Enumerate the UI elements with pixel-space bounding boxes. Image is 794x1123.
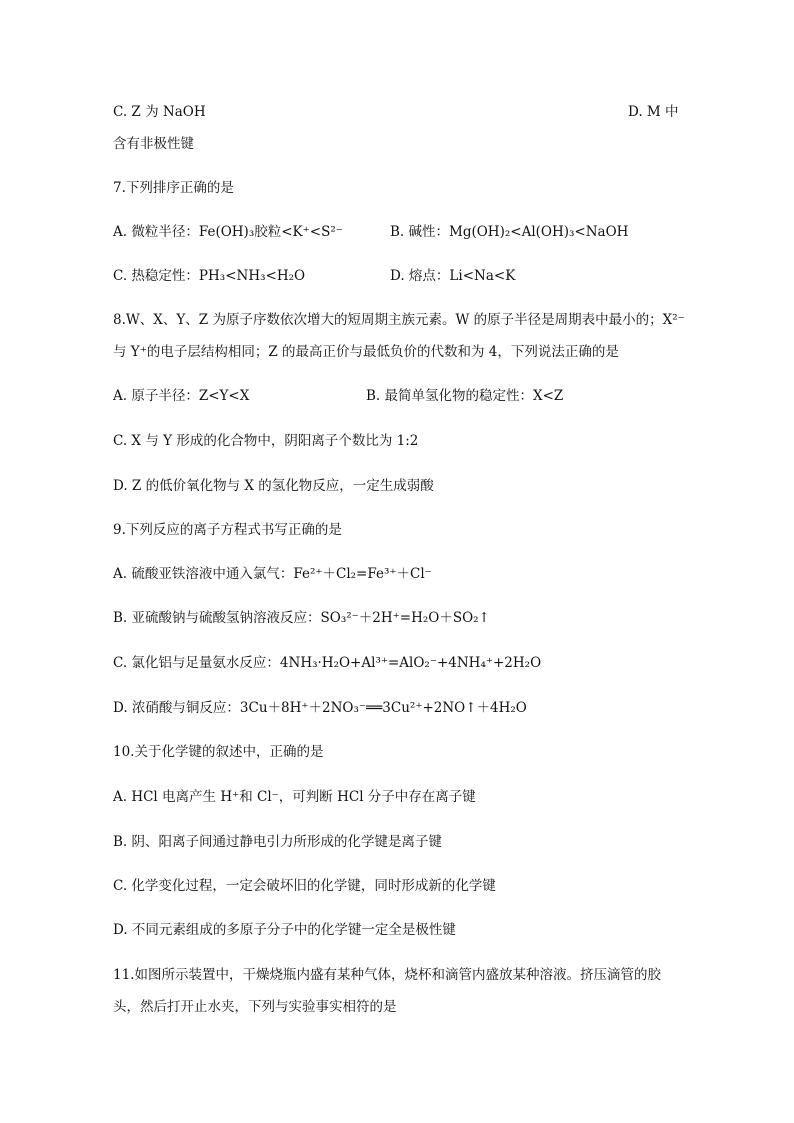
q11-stem-line2: 头，然后打开止水夹，下列与实验事实相符的是 xyxy=(113,999,397,1015)
q8-option-c: C. X 与 Y 形成的化合物中，阴阳离子个数比为 1:2 xyxy=(113,433,419,449)
q6-option-c: C. Z 为 NaOH xyxy=(113,104,206,120)
q10-option-a: A. HCl 电离产生 H⁺和 Cl⁻，可判断 HCl 分子中存在离子键 xyxy=(113,789,476,805)
q11-stem-line1: 11.如图所示装置中，干燥烧瓶内盛有某种气体，烧杯和滴管内盛放某种溶液。挤压滴管的胶 xyxy=(113,967,661,983)
q7-stem: 7.下列排序正确的是 xyxy=(113,180,234,196)
q9-option-b: B. 亚硫酸钠与硫酸氢钠溶液反应：SO₃²⁻＋2H⁺=H₂O＋SO₂↑ xyxy=(113,610,490,626)
q9-option-c: C. 氯化铝与足量氨水反应：4NH₃·H₂O+Al³⁺=AlO₂⁻+4NH₄⁺+2H₂O xyxy=(113,655,542,671)
q8-option-d: D. Z 的低价氧化物与 X 的氢化物反应，一定生成弱酸 xyxy=(113,478,434,494)
q10-option-b: B. 阴、阳离子间通过静电引力所形成的化学键是离子键 xyxy=(113,834,443,850)
q8-option-a: A. 原子半径：Z<Y<X xyxy=(113,388,250,404)
q9-option-d: D. 浓硝酸与铜反应：3Cu＋8H⁺＋2NO₃⁻══3Cu²⁺+2NO↑＋4H₂O xyxy=(113,700,527,716)
q9-stem: 9.下列反应的离子方程式书写正确的是 xyxy=(113,522,342,538)
q7-option-d: D. 熔点：Li<Na<K xyxy=(390,268,516,284)
q6-option-d: D. M 中 xyxy=(628,104,679,120)
q8-stem-line2: 与 Y⁺的电子层结构相同；Z 的最高正价与最低负价的代数和为 4，下列说法正确的是 xyxy=(113,344,619,360)
q10-stem: 10.关于化学键的叙述中，正确的是 xyxy=(113,744,324,760)
q8-stem-line1: 8.W、X、Y、Z 为原子序数依次增大的短周期主族元素。W 的原子半径是周期表中最小的；X²⁻ xyxy=(113,312,685,328)
q8-option-b: B. 最简单氢化物的稳定性：X<Z xyxy=(366,388,564,404)
q10-option-c: C. 化学变化过程，一定会破坏旧的化学键，同时形成新的化学键 xyxy=(113,878,496,894)
q7-option-c: C. 热稳定性：PH₃<NH₃<H₂O xyxy=(113,268,306,284)
q9-option-a: A. 硫酸亚铁溶液中通入氯气：Fe²⁺＋Cl₂=Fe³⁺＋Cl⁻ xyxy=(113,566,432,582)
q7-option-b: B. 碱性：Mg(OH)₂<Al(OH)₃<NaOH xyxy=(390,224,629,240)
q6-option-d-continued: 含有非极性键 xyxy=(113,136,194,152)
q10-option-d: D. 不同元素组成的多原子分子中的化学键一定全是极性键 xyxy=(113,922,456,938)
q7-option-a: A. 微粒半径：Fe(OH)₃胶粒<K⁺<S²⁻ xyxy=(113,224,343,240)
